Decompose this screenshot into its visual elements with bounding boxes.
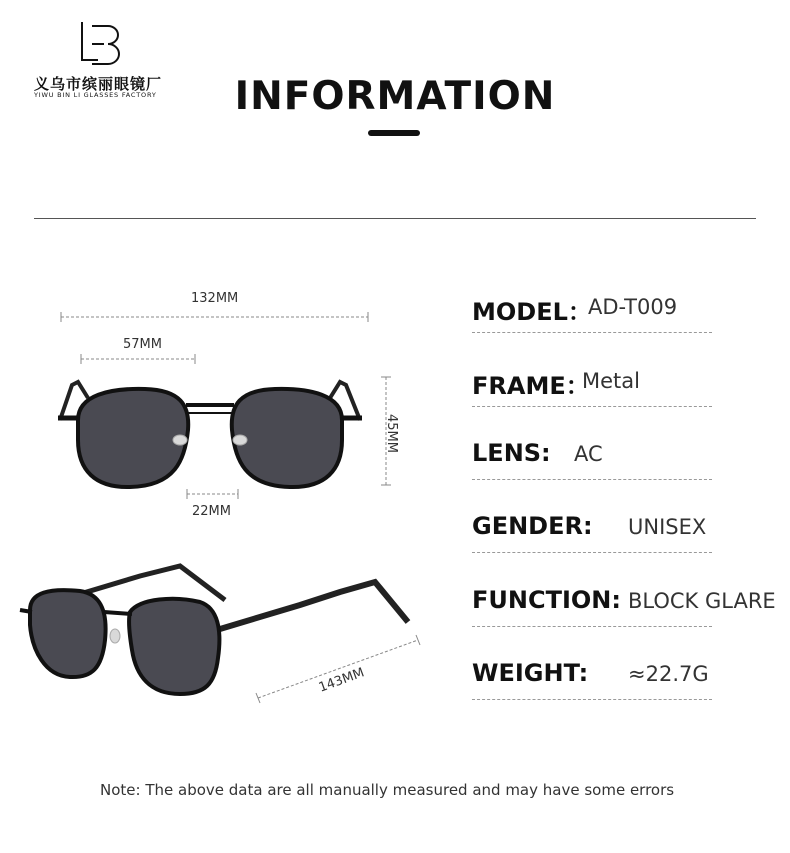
spec-key: FUNCTION:	[472, 586, 621, 614]
spec-divider	[472, 699, 712, 700]
spec-row-frame	[472, 366, 712, 400]
spec-value: Metal	[582, 369, 640, 393]
spec-divider	[472, 626, 712, 627]
spec-row-function	[472, 586, 776, 616]
spec-divider	[472, 479, 712, 480]
spec-divider	[472, 332, 712, 333]
total-width-label: 132MM	[191, 291, 239, 306]
disclaimer-note: Note: The above data are all manually measured and may have some errors	[100, 781, 675, 799]
spec-key: FRAME：	[472, 372, 590, 400]
page-title: INFORMATION	[234, 74, 556, 119]
spec-value: BLOCK GLARE	[628, 589, 776, 613]
spec-row-gender	[472, 512, 712, 542]
lens-height-label: 45MM	[383, 414, 399, 453]
spec-value: AC	[574, 442, 603, 466]
spec-divider	[472, 406, 712, 407]
lens-width-label: 57MM	[123, 337, 162, 352]
spec-key: MODEL：	[472, 298, 592, 326]
temple-length-label: 143MM	[316, 665, 367, 696]
spec-key: LENS:	[472, 439, 551, 467]
spec-value: AD-T009	[588, 295, 678, 319]
spec-divider	[472, 552, 712, 553]
brand-english-name: YIWU BIN LI GLASSES FACTORY	[34, 91, 157, 99]
glasses-front-view	[58, 382, 362, 487]
spec-row-model	[472, 292, 712, 326]
spec-key: WEIGHT:	[472, 659, 589, 687]
bridge-label: 22MM	[192, 504, 231, 519]
spec-row-lens	[472, 439, 712, 469]
spec-key: GENDER:	[472, 512, 593, 540]
spec-row-weight	[472, 659, 712, 689]
brand-chinese-name: 义乌市缤丽眼镜厂	[34, 75, 163, 93]
spec-value: UNISEX	[628, 515, 707, 539]
spec-value: ≈22.7G	[628, 662, 709, 686]
